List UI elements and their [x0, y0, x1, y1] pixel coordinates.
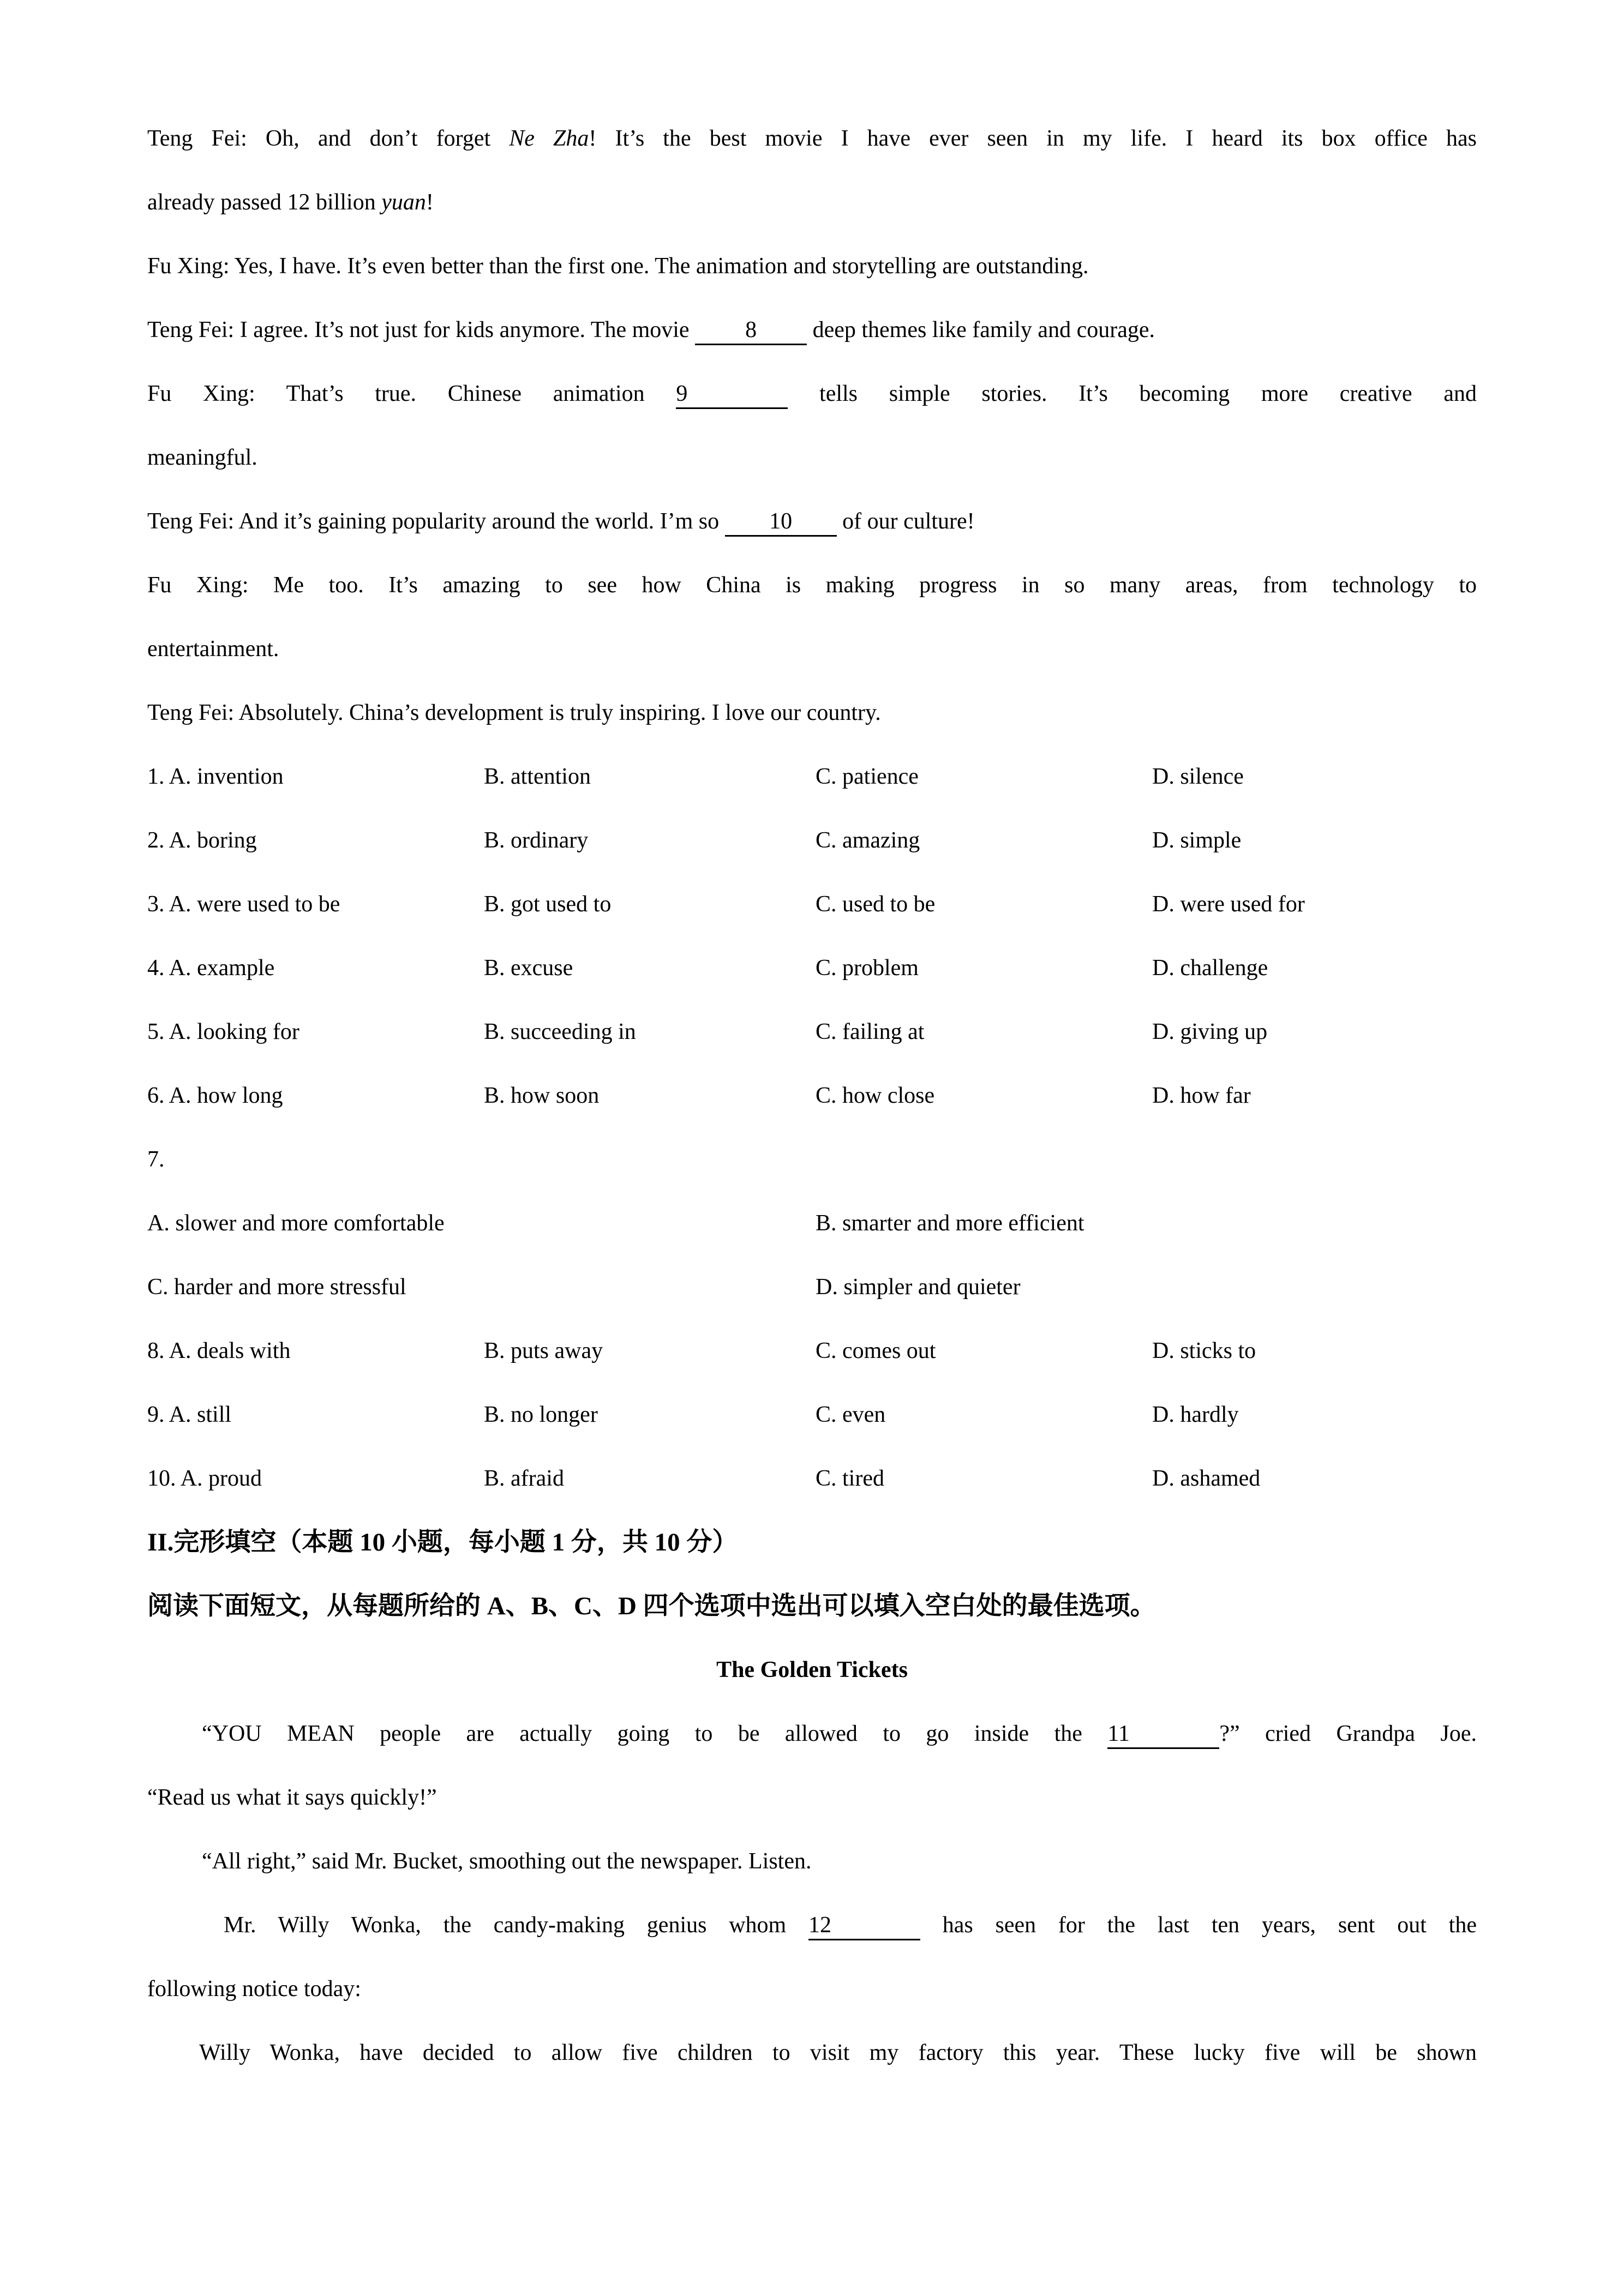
dialogue-line-2: [147, 171, 1477, 235]
option-b: B. puts away: [484, 1338, 603, 1363]
option-c: C. amazing: [816, 828, 920, 853]
question-9-options: [147, 1383, 1477, 1447]
option-d: D. simple: [1152, 828, 1242, 853]
option-b: B. attention: [484, 764, 591, 789]
option-b: B. ordinary: [484, 828, 589, 853]
movie-title-italic: Ne Zha: [509, 126, 589, 151]
cloze-blank-8: 8: [695, 316, 807, 345]
section-heading-text: II.完形填空（本题 10 小题，每小题 1 分，共 10 分）: [147, 1528, 738, 1556]
option-d: D. simpler and quieter: [816, 1275, 1021, 1300]
option-a: 10. A. proud: [147, 1466, 262, 1491]
passage-text: “All right,” said Mr. Bucket, smoothing out the newspaper. Listen.: [202, 1849, 812, 1874]
question-2-options: [147, 809, 1477, 873]
option-a: 1. A. invention: [147, 764, 284, 789]
dialogue-text: meaningful.: [147, 445, 257, 470]
dialogue-line-6: [147, 426, 1477, 490]
option-a: 6. A. how long: [147, 1083, 283, 1108]
dialogue-line-9: [147, 617, 1477, 681]
passage-line-4: [147, 1894, 1477, 1957]
passage-text: ?” cried Grandpa Joe.: [1219, 1721, 1477, 1746]
dialogue-text: of our culture!: [836, 509, 975, 534]
cloze-blank-12: 12: [808, 1912, 920, 1940]
question-7-options-cd: [147, 1255, 1477, 1319]
passage-text: “YOU MEAN people are actually going to be allowed to go inside the: [202, 1721, 1108, 1746]
option-a: 8. A. deals with: [147, 1338, 291, 1363]
passage-title-text: The Golden Tickets: [716, 1657, 908, 1682]
option-b: B. how soon: [484, 1083, 600, 1108]
dialogue-line-8: [147, 554, 1477, 617]
question-4-options: [147, 936, 1477, 1000]
dialogue-text: Teng Fei: Oh, and don’t forget: [147, 126, 510, 151]
dialogue-text: already passed 12 billion: [147, 190, 382, 215]
passage-text: “Read us what it says quickly!”: [147, 1785, 437, 1810]
question-3-options: [147, 873, 1477, 936]
dialogue-text: Fu Xing: That’s true. Chinese animation: [147, 381, 676, 406]
question-5-options: [147, 1000, 1477, 1064]
dialogue-text: tells simple stories. It’s becoming more creative and: [788, 381, 1477, 406]
section-instructions-text: 阅读下面短文，从每题所给的 A、B、C、D 四个选项中选出可以填入空白处的最佳选项。: [147, 1592, 1156, 1620]
question-number: 7.: [147, 1147, 165, 1172]
option-c: C. even: [816, 1402, 886, 1427]
option-c: C. harder and more stressful: [147, 1275, 406, 1300]
option-d: D. ashamed: [1152, 1466, 1261, 1491]
option-b: B. succeeding in: [484, 1019, 636, 1044]
dialogue-line-7: [147, 490, 1477, 554]
passage-line-1: [147, 1702, 1477, 1766]
option-c: C. how close: [816, 1083, 935, 1108]
section-2-heading: [147, 1511, 1477, 1574]
option-d: D. how far: [1152, 1083, 1251, 1108]
dialogue-text: deep themes like family and courage.: [807, 317, 1155, 342]
option-d: D. were used for: [1152, 892, 1305, 917]
dialogue-text: entertainment.: [147, 636, 279, 662]
option-d: D. challenge: [1152, 955, 1268, 981]
dialogue-text: Fu Xing: Me too. It’s amazing to see how China is making progress in so many areas, from technology to: [147, 573, 1477, 598]
dialogue-text: ! It’s the best movie I have ever seen in my life. I heard its box office has: [589, 126, 1477, 151]
question-7-options-ab: [147, 1192, 1477, 1255]
option-d: D. giving up: [1152, 1019, 1268, 1044]
option-c: C. used to be: [816, 892, 936, 917]
option-b: B. excuse: [484, 955, 573, 981]
option-c: C. comes out: [816, 1338, 936, 1363]
option-d: D. hardly: [1152, 1402, 1239, 1427]
option-b: B. afraid: [484, 1466, 564, 1491]
dialogue-text: !: [426, 190, 434, 215]
currency-italic: yuan: [381, 190, 426, 215]
dialogue-text: Teng Fei: I agree. It’s not just for kids anymore. The movie: [147, 317, 696, 342]
cloze-blank-10: 10: [725, 508, 837, 537]
option-c: C. problem: [816, 955, 919, 981]
passage-line-3: [147, 1830, 1477, 1894]
option-b: B. no longer: [484, 1402, 598, 1427]
cloze-blank-9: 9: [676, 380, 788, 409]
option-a: 3. A. were used to be: [147, 892, 340, 917]
dialogue-line-4: [147, 298, 1477, 362]
passage-line-6: [147, 2021, 1477, 2085]
passage-text: Willy Wonka, have decided to allow five children to visit my factory this year. These lucky five will be shown: [199, 2040, 1477, 2065]
cloze-blank-11: 11: [1107, 1720, 1219, 1749]
question-6-options: [147, 1064, 1477, 1128]
option-c: C. tired: [816, 1466, 884, 1491]
option-b: B. smarter and more efficient: [816, 1211, 1084, 1236]
option-a: 5. A. looking for: [147, 1019, 299, 1044]
passage-title: [147, 1638, 1477, 1702]
passage-line-5: [147, 1957, 1477, 2021]
question-1-options: [147, 745, 1477, 809]
passage-text: following notice today:: [147, 1976, 361, 2002]
option-a: 4. A. example: [147, 955, 275, 981]
dialogue-text: Fu Xing: Yes, I have. It’s even better than the first one. The animation and storytelling are outstanding.: [147, 254, 1089, 279]
dialogue-text: Teng Fei: And it’s gaining popularity around the world. I’m so: [147, 509, 725, 534]
option-d: D. sticks to: [1152, 1338, 1256, 1363]
dialogue-line-5: [147, 362, 1477, 426]
passage-text: has seen for the last ten years, sent out the: [920, 1913, 1477, 1938]
question-7-number: [147, 1128, 1477, 1192]
option-c: C. patience: [816, 764, 919, 789]
dialogue-line-10: [147, 681, 1477, 745]
section-2-instructions: [147, 1574, 1477, 1638]
option-a: A. slower and more comfortable: [147, 1211, 445, 1236]
passage-text: Mr. Willy Wonka, the candy-making genius whom: [224, 1913, 808, 1938]
passage-line-2: [147, 1766, 1477, 1830]
dialogue-line-1: [147, 107, 1477, 171]
dialogue-text: Teng Fei: Absolutely. China’s development is truly inspiring. I love our country.: [147, 700, 881, 725]
option-a: 9. A. still: [147, 1402, 232, 1427]
question-10-options: [147, 1447, 1477, 1511]
dialogue-line-3: [147, 235, 1477, 298]
option-c: C. failing at: [816, 1019, 925, 1044]
question-8-options: [147, 1319, 1477, 1383]
option-a: 2. A. boring: [147, 828, 257, 853]
option-d: D. silence: [1152, 764, 1244, 789]
option-b: B. got used to: [484, 892, 612, 917]
